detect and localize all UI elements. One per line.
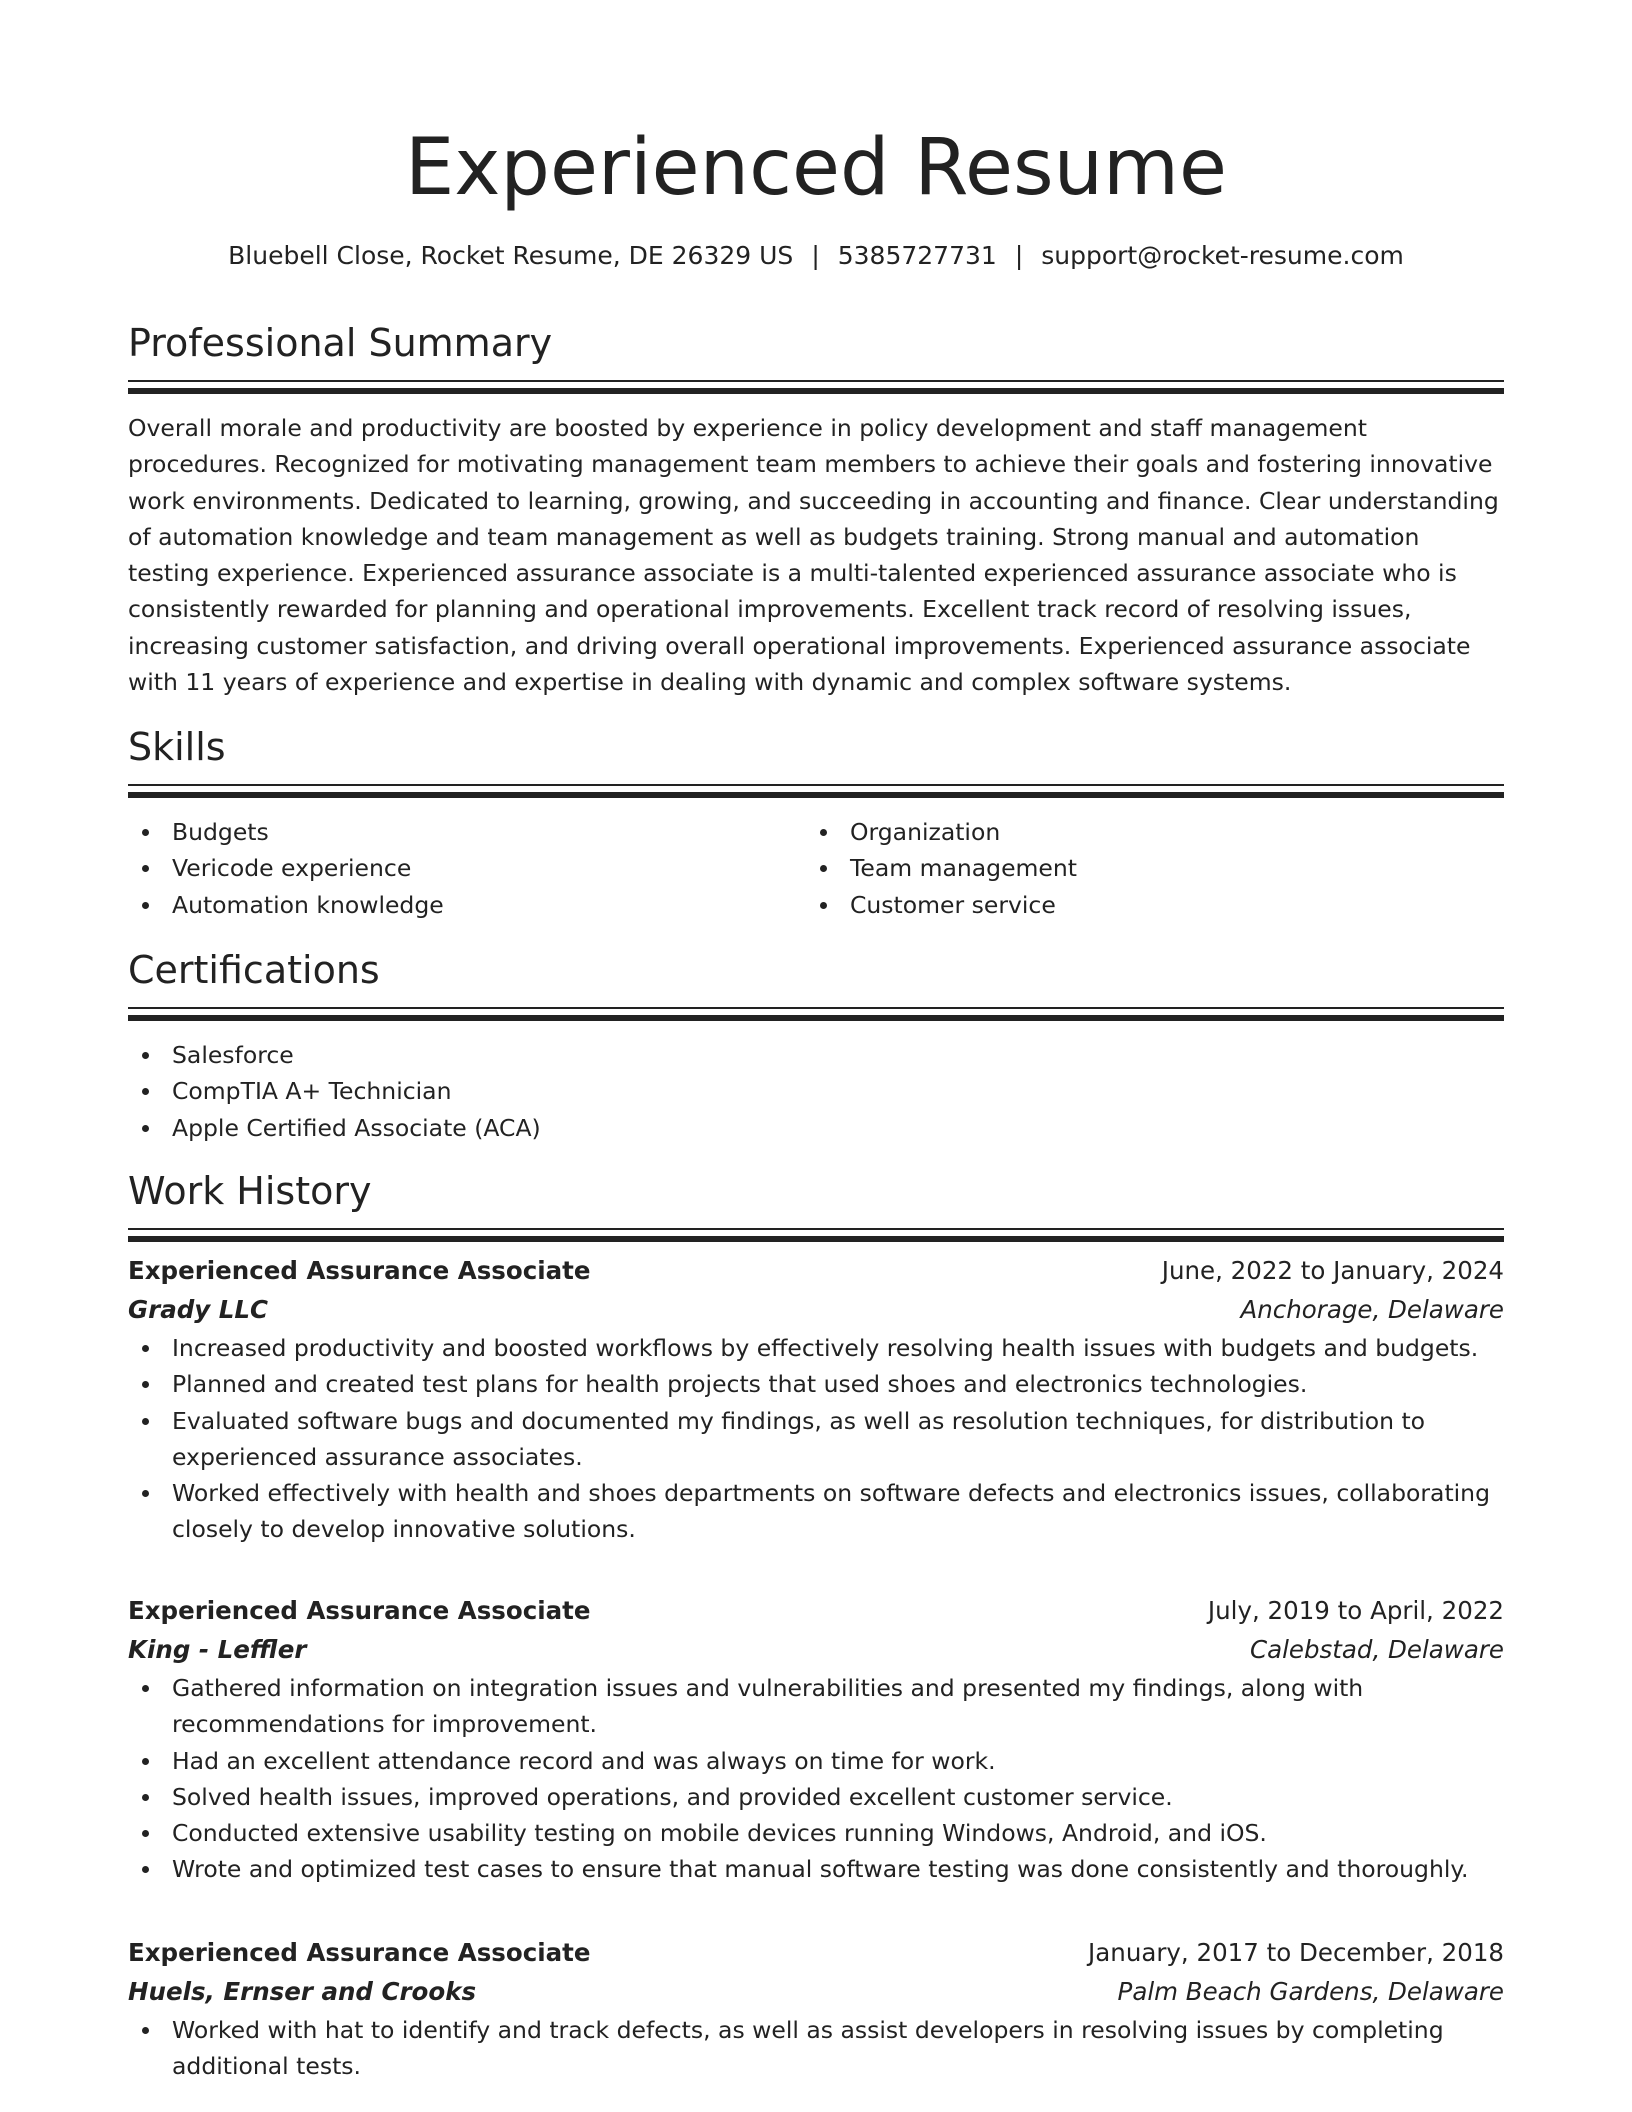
job-dates: June, 2022 to January, 2024 bbox=[1161, 1256, 1504, 1285]
job-dates: July, 2019 to April, 2022 bbox=[1207, 1596, 1504, 1625]
job-bullet: Increased productivity and boosted workflows by effectively resolving health issues with budgets and budgets. bbox=[128, 1330, 1504, 1366]
job-bullet: Planned and created test plans for health projects that used shoes and electronics technologies. bbox=[128, 1366, 1504, 1402]
job-title: Experienced Assurance Associate bbox=[128, 1256, 591, 1285]
skill-item: Automation knowledge bbox=[128, 887, 806, 923]
section-divider bbox=[128, 380, 1504, 396]
job-bullet: Solved health issues, improved operations, and provided excellent customer service. bbox=[128, 1779, 1504, 1815]
certification-item: Salesforce bbox=[128, 1037, 1504, 1073]
job-bullets bbox=[128, 1330, 1504, 1548]
job-bullet: Had an excellent attendance record and was always on time for work. bbox=[128, 1743, 1504, 1779]
skill-item: Customer service bbox=[806, 887, 1484, 923]
contact-separator: | bbox=[811, 241, 820, 270]
summary-text: Overall morale and productivity are boosted by experience in policy development and staff management procedures. Recognized for motivating management team members to achieve their goals and fostering innovative work environments. Dedicated to learning, growing, and succeeding in accounting and finance. Clear understanding of automation knowledge and team management as well as budgets training. Strong manual and automation testing experience. Experienced assurance associate is a multi-talented experienced assurance associate who is consistently rewarded for planning and operational improvements. Excellent track record of resolving issues, increasing customer satisfaction, and driving overall operational improvements. Experienced assurance associate with 11 years of experience and expertise in dealing with dynamic and complex software systems. bbox=[128, 414, 1499, 697]
section-divider bbox=[128, 784, 1504, 800]
skills-grid bbox=[128, 814, 1504, 923]
job-location: Anchorage, Delaware bbox=[1240, 1295, 1504, 1324]
contact-phone: 5385727731 bbox=[837, 241, 997, 270]
job-bullet: Wrote and optimized test cases to ensure that manual software testing was done consistently and thoroughly. bbox=[128, 1851, 1504, 1887]
skills-section bbox=[128, 722, 1504, 923]
skill-item: Team management bbox=[806, 850, 1484, 886]
resume-name: Experienced Resume bbox=[404, 123, 1227, 213]
section-title: Certifications bbox=[128, 948, 380, 992]
section-title: Skills bbox=[128, 725, 226, 769]
job-title: Experienced Assurance Associate bbox=[128, 1596, 591, 1625]
job-bullet: Conducted extensive usability testing on mobile devices running Windows, Android, and iOS. bbox=[128, 1815, 1504, 1851]
job-bullets bbox=[128, 2012, 1504, 2085]
job-entry bbox=[128, 1934, 1504, 2085]
section-title: Work History bbox=[128, 1169, 372, 1213]
certifications-list bbox=[128, 1037, 1504, 1146]
section-divider bbox=[128, 1228, 1504, 1244]
certification-item: CompTIA A+ Technician bbox=[128, 1073, 1504, 1109]
job-company: King - Leffler bbox=[128, 1635, 307, 1664]
job-bullets bbox=[128, 1670, 1504, 1888]
job-entry bbox=[128, 1252, 1504, 1548]
contact-email: support@rocket-resume.com bbox=[1041, 241, 1404, 270]
job-bullet: Gathered information on integration issues and vulnerabilities and presented my findings, along with recommendations for improvement. bbox=[128, 1670, 1504, 1743]
job-location: Palm Beach Gardens, Delaware bbox=[1117, 1977, 1504, 2006]
contact-address: Bluebell Close, Rocket Resume, DE 26329 US bbox=[228, 241, 794, 270]
skill-item: Organization bbox=[806, 814, 1484, 850]
job-company: Grady LLC bbox=[128, 1295, 268, 1324]
skill-item: Budgets bbox=[128, 814, 806, 850]
section-title: Professional Summary bbox=[128, 321, 553, 365]
job-dates: January, 2017 to December, 2018 bbox=[1088, 1938, 1504, 1967]
job-company: Huels, Ernser and Crooks bbox=[128, 1977, 477, 2006]
job-title: Experienced Assurance Associate bbox=[128, 1938, 591, 1967]
contact-line bbox=[128, 238, 1504, 274]
skill-item: Vericode experience bbox=[128, 850, 806, 886]
job-bullet: Worked with hat to identify and track defects, as well as assist developers in resolving issues by completing additional tests. bbox=[128, 2012, 1504, 2085]
skills-column-right bbox=[806, 814, 1484, 923]
section-divider bbox=[128, 1007, 1504, 1023]
work-history-section bbox=[128, 1166, 1504, 1244]
job-bullet: Evaluated software bugs and documented my findings, as well as resolution techniques, for distribution to experienced assurance associates. bbox=[128, 1403, 1504, 1476]
skills-column-left bbox=[128, 814, 806, 923]
summary-section bbox=[128, 318, 1504, 700]
certification-item: Apple Certified Associate (ACA) bbox=[128, 1110, 1504, 1146]
job-location: Calebstad, Delaware bbox=[1249, 1635, 1504, 1664]
contact-separator: | bbox=[1014, 241, 1024, 270]
job-entry bbox=[128, 1592, 1504, 1888]
certifications-section bbox=[128, 945, 1504, 1146]
job-bullet: Worked effectively with health and shoes departments on software defects and electronics issues, collaborating closely to develop innovative solutions. bbox=[128, 1475, 1504, 1548]
